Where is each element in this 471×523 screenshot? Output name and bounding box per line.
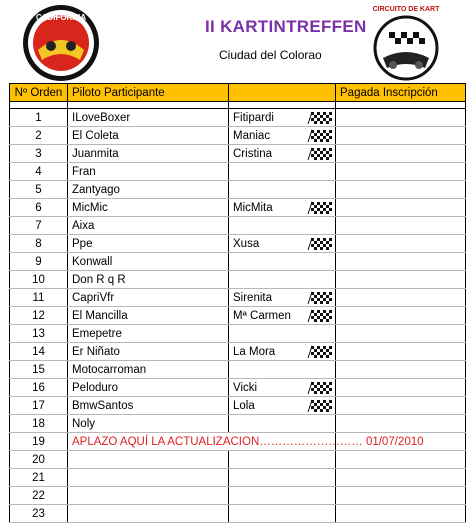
- paid-cell: [336, 145, 466, 163]
- cadifornia-logo: [20, 2, 102, 84]
- table-row: [10, 505, 466, 523]
- paid-cell: [336, 505, 466, 523]
- page-title: II KARTINTREFFEN: [205, 17, 367, 36]
- order-number: 6: [10, 199, 68, 217]
- paid-cell: [336, 487, 466, 505]
- paid-cell: [336, 397, 466, 415]
- table-row: [10, 235, 466, 253]
- pilot-name: Zantyago: [68, 181, 229, 199]
- table-row: [10, 253, 466, 271]
- order-number: 7: [10, 217, 68, 235]
- copilot-cell: [229, 217, 336, 235]
- pilot-name: Aixa: [68, 217, 229, 235]
- copilot-cell: [229, 289, 336, 307]
- table-row: [10, 469, 466, 487]
- paid-cell: [336, 271, 466, 289]
- table-row: [10, 415, 466, 433]
- copilot-cell: [229, 361, 336, 379]
- table-row: [10, 145, 466, 163]
- table-header-row: [10, 84, 466, 102]
- paid-cell: [336, 127, 466, 145]
- order-number: 1: [10, 109, 68, 127]
- copilot-cell: [229, 109, 336, 127]
- order-number: 17: [10, 397, 68, 415]
- pilot-name: [68, 451, 229, 469]
- order-number: 8: [10, 235, 68, 253]
- order-number: 21: [10, 469, 68, 487]
- paid-cell: [336, 325, 466, 343]
- table-row: [10, 361, 466, 379]
- table-row: [10, 433, 466, 451]
- table-row: [10, 451, 466, 469]
- order-number: 9: [10, 253, 68, 271]
- copilot-cell: [229, 469, 336, 487]
- spacer-row: [10, 102, 466, 109]
- participants-table: [9, 83, 466, 523]
- table-row: [10, 343, 466, 361]
- pilot-name: Noly: [68, 415, 229, 433]
- table-row: [10, 109, 466, 127]
- copilot-name: Fitipardi: [233, 111, 274, 124]
- update-note: APLAZO AQUÍ LA ACTUALIZACION……………………… 01/07/2010: [72, 435, 424, 448]
- order-number: 10: [10, 271, 68, 289]
- copilot-name: MicMita: [233, 201, 273, 214]
- header-order: Nº Orden: [10, 84, 68, 102]
- order-number: 13: [10, 325, 68, 343]
- copilot-name: Vicki: [233, 381, 258, 394]
- order-number: 14: [10, 343, 68, 361]
- paid-cell: [336, 253, 466, 271]
- checkered-flag-icon: [307, 309, 333, 323]
- paid-cell: [336, 415, 466, 433]
- copilot-cell: [229, 397, 336, 415]
- copilot-cell: [229, 235, 336, 253]
- paid-cell: [336, 379, 466, 397]
- order-number: 5: [10, 181, 68, 199]
- order-number: 20: [10, 451, 68, 469]
- copilot-cell: [229, 325, 336, 343]
- pilot-name: ILoveBoxer: [68, 109, 229, 127]
- paid-cell: [336, 361, 466, 379]
- checkered-flag-icon: [307, 237, 333, 251]
- copilot-cell: [229, 199, 336, 217]
- order-number: 11: [10, 289, 68, 307]
- checkered-flag-icon: [307, 111, 333, 125]
- table-row: [10, 199, 466, 217]
- copilot-cell: [229, 415, 336, 433]
- table-row: [10, 379, 466, 397]
- table-row: [10, 289, 466, 307]
- order-number: 22: [10, 487, 68, 505]
- pilot-name: Peloduro: [68, 379, 229, 397]
- pilot-name: CapriVfr: [68, 289, 229, 307]
- table-row: [10, 217, 466, 235]
- paid-cell: [336, 163, 466, 181]
- pilot-name: Juanmita: [68, 145, 229, 163]
- copilot-name: Sirenita: [233, 291, 272, 304]
- copilot-cell: [229, 145, 336, 163]
- copilot-name: Cristina: [233, 147, 272, 160]
- order-number: 12: [10, 307, 68, 325]
- header-copilot: [229, 84, 336, 102]
- copilot-cell: [229, 307, 336, 325]
- copilot-cell: [229, 487, 336, 505]
- paid-cell: [336, 289, 466, 307]
- logo-left-text: CADIFORNIA: [35, 13, 87, 22]
- pilot-name: Ppe: [68, 235, 229, 253]
- logo-right-text: CIRCUITO DE KART: [372, 6, 440, 13]
- pilot-name: BmwSantos: [68, 397, 229, 415]
- copilot-name: Lola: [233, 399, 255, 412]
- checkered-flag-icon: [307, 381, 333, 395]
- paid-cell: [336, 451, 466, 469]
- paid-cell: [336, 217, 466, 235]
- order-number: 4: [10, 163, 68, 181]
- copilot-cell: [229, 505, 336, 523]
- table-row: [10, 181, 466, 199]
- copilot-cell: [229, 379, 336, 397]
- order-number: 19: [10, 433, 68, 451]
- paid-cell: [336, 109, 466, 127]
- copilot-cell: [229, 451, 336, 469]
- pilot-name: Emepetre: [68, 325, 229, 343]
- table-row: [10, 487, 466, 505]
- table-row: [10, 271, 466, 289]
- paid-cell: [336, 307, 466, 325]
- pilot-name: Konwall: [68, 253, 229, 271]
- circuit-logo: [365, 2, 447, 82]
- checkered-flag-icon: [307, 399, 333, 413]
- order-number: 23: [10, 505, 68, 523]
- copilot-cell: [229, 253, 336, 271]
- table-row: [10, 397, 466, 415]
- header-paid: Pagada Inscripción: [336, 84, 466, 102]
- copilot-cell: [229, 181, 336, 199]
- copilot-name: Maniac: [233, 129, 271, 142]
- header-pilot: Piloto Participante: [68, 84, 229, 102]
- pilot-name: Er Niñato: [68, 343, 229, 361]
- checkered-flag-icon: [307, 291, 333, 305]
- copilot-cell: [229, 271, 336, 289]
- page-subtitle: Ciudad del Colorao: [219, 48, 322, 62]
- checkered-flag-icon: [307, 129, 333, 143]
- pilot-name: [68, 505, 229, 523]
- pilot-name: Motocarroman: [68, 361, 229, 379]
- order-number: 2: [10, 127, 68, 145]
- order-number: 3: [10, 145, 68, 163]
- table-row: [10, 325, 466, 343]
- copilot-name: La Mora: [233, 345, 276, 358]
- paid-cell: [336, 235, 466, 253]
- pilot-name: El Mancilla: [68, 307, 229, 325]
- table-row: [10, 163, 466, 181]
- checkered-flag-icon: [307, 345, 333, 359]
- order-number: 16: [10, 379, 68, 397]
- paid-cell: [336, 199, 466, 217]
- copilot-cell: [229, 163, 336, 181]
- paid-cell: [336, 469, 466, 487]
- pilot-name: MicMic: [68, 199, 229, 217]
- checkered-flag-icon: [307, 147, 333, 161]
- order-number: 18: [10, 415, 68, 433]
- pilot-name: Don R q R: [68, 271, 229, 289]
- paid-cell: [336, 181, 466, 199]
- table-row: [10, 307, 466, 325]
- order-number: 15: [10, 361, 68, 379]
- pilot-name: El Coleta: [68, 127, 229, 145]
- copilot-name: Xusa: [233, 237, 260, 250]
- checkered-flag-icon: [307, 201, 333, 215]
- paid-cell: [336, 343, 466, 361]
- copilot-name: Mª Carmen: [233, 309, 291, 322]
- pilot-name: [68, 469, 229, 487]
- copilot-cell: [229, 127, 336, 145]
- table-row: [10, 127, 466, 145]
- pilot-name: [68, 487, 229, 505]
- copilot-cell: [229, 343, 336, 361]
- pilot-name: Fran: [68, 163, 229, 181]
